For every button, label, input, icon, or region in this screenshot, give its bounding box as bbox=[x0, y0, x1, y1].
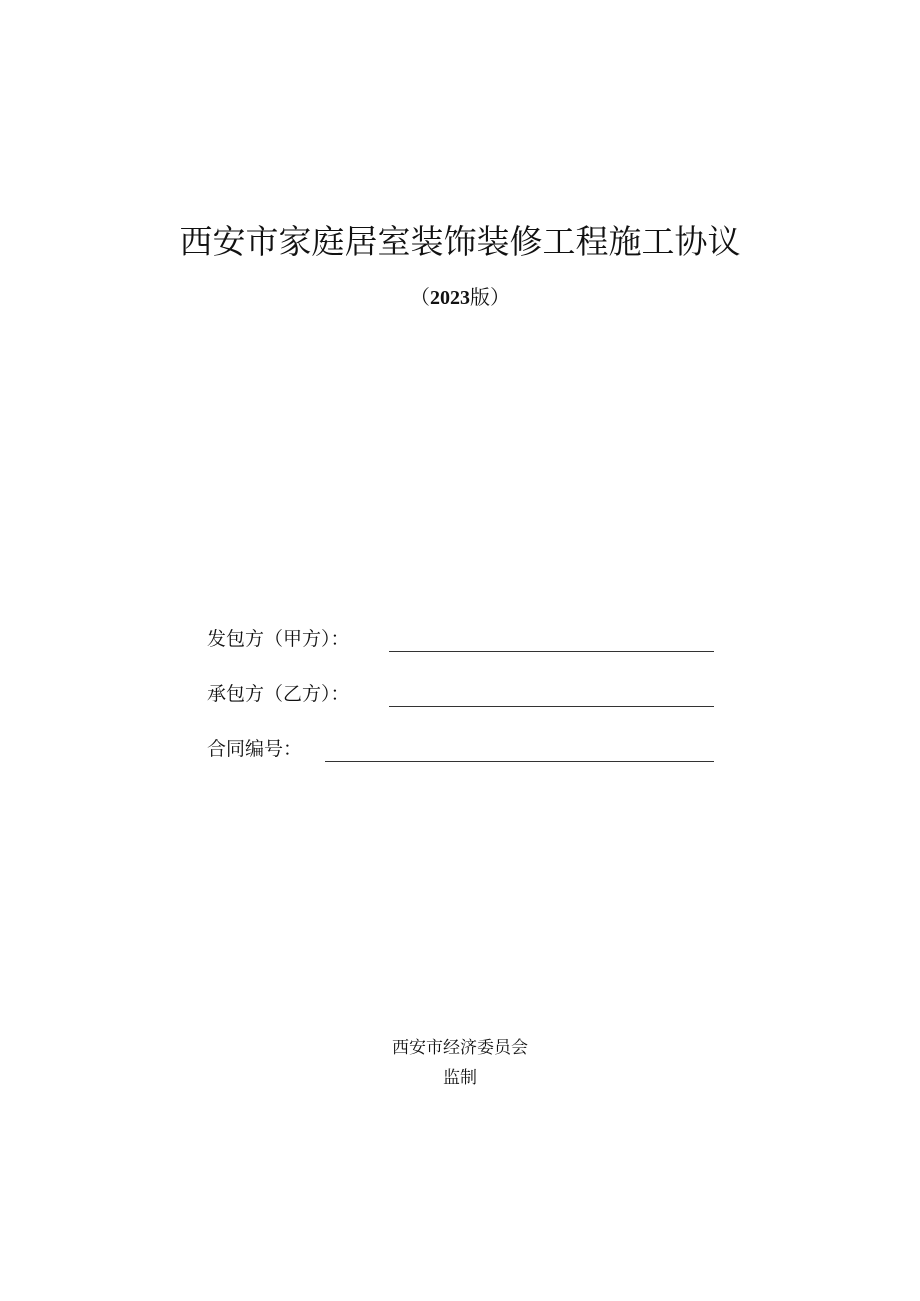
party-a-label: 发包方（甲方）： bbox=[207, 628, 350, 650]
edition-open: （ bbox=[410, 285, 430, 309]
field-party-a bbox=[207, 626, 717, 656]
edition-rest: 版） bbox=[470, 285, 510, 309]
party-a-blank bbox=[389, 651, 714, 652]
contract-number-blank bbox=[325, 761, 714, 762]
field-contract-number bbox=[207, 736, 717, 766]
party-b-label: 承包方（乙方）： bbox=[207, 683, 350, 705]
field-party-b bbox=[207, 681, 717, 711]
party-b-blank bbox=[389, 706, 714, 707]
issuer-action: 监制 bbox=[443, 1068, 477, 1088]
document-title: 西安市家庭居室装饰装修工程施工协议 bbox=[179, 222, 741, 261]
issuer-organization: 西安市经济委员会 bbox=[392, 1038, 528, 1058]
edition-year: 2023 bbox=[430, 287, 470, 309]
contract-number-label: 合同编号： bbox=[207, 738, 303, 760]
edition-label bbox=[0, 284, 920, 311]
